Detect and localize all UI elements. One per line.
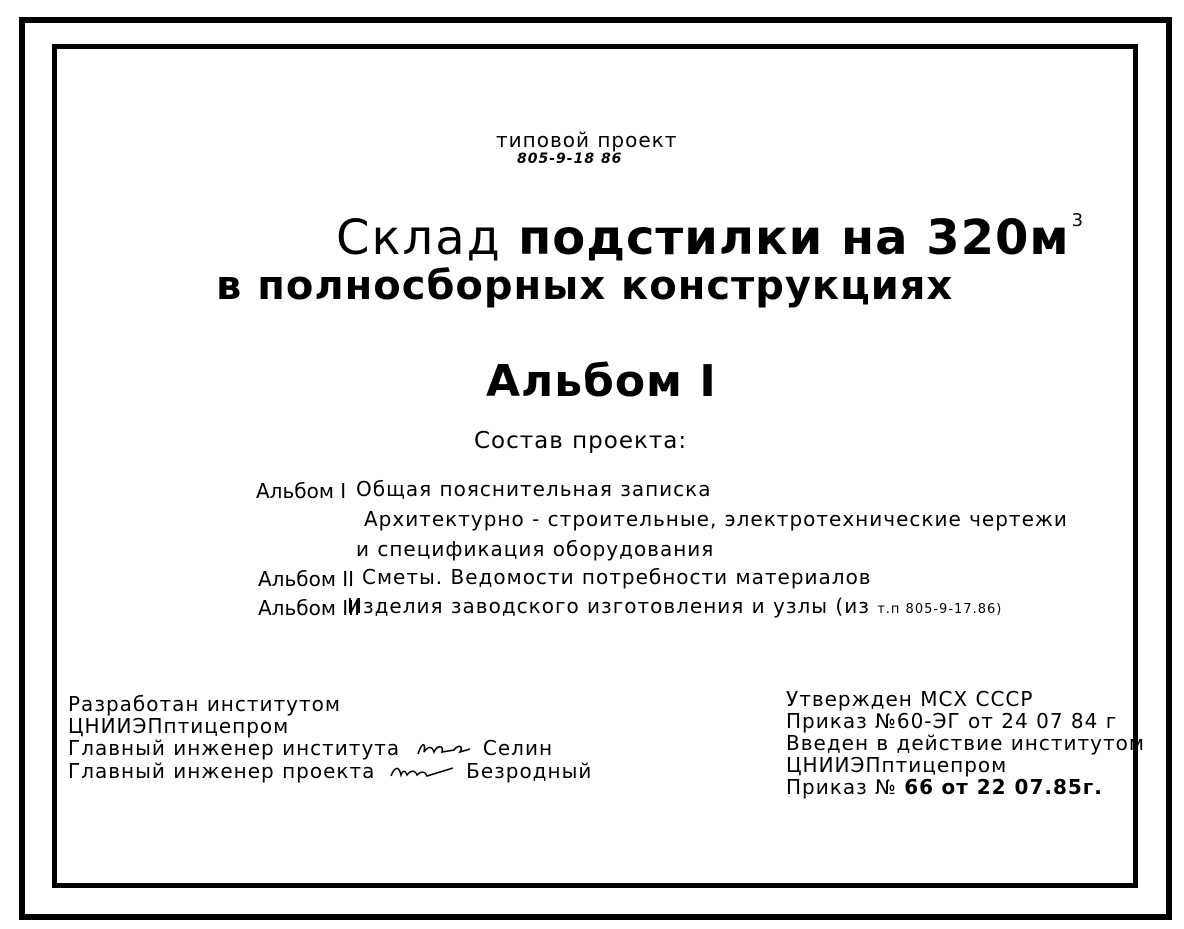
approval-order-2-number: 66 [904, 775, 935, 799]
album-1-label: Альбом I [256, 479, 347, 503]
album-title: Альбом I [486, 356, 717, 407]
composition-heading: Состав проекта: [474, 428, 688, 454]
chief-engineer-project-label: Главный инженер проекта [68, 758, 376, 783]
chief-engineer-institute-row [68, 737, 592, 760]
doc-type: типовой проект [496, 128, 678, 152]
approval-institute: ЦНИИЭПптицепром [786, 753, 1008, 777]
developer-block [68, 693, 592, 782]
album-1-line-3: и спецификация оборудования [356, 537, 715, 561]
approval-order-date: 24 07 84 г [1001, 709, 1118, 733]
approval-line-1: Утвержден МСХ СССР [786, 687, 1034, 711]
approval-block [786, 688, 1145, 798]
title-superscript: 3 [1071, 210, 1085, 231]
approval-order-2-row [786, 776, 1145, 798]
chief-engineer-project-name: Безродный [466, 758, 593, 783]
album-3-reference: т.п 805-9-17.86) [877, 602, 1003, 617]
chief-engineer-institute-label: Главный инженер института [68, 736, 401, 760]
approval-order-2-label: Приказ № [786, 775, 897, 799]
title-line-1 [336, 210, 1085, 266]
approval-line-3: Введен в действие институтом [786, 731, 1145, 755]
album-1-line-2: Архитектурно - строительные, электротехнические чертежи [364, 507, 1068, 531]
title-words-2: подстилки на 320м [518, 210, 1070, 266]
title-line-2: в полносборных конструкциях [216, 263, 954, 309]
approval-order-row [786, 710, 1145, 732]
doc-number: 805-9-18 86 [517, 151, 623, 167]
album-2-label: Альбом II [258, 567, 355, 591]
approval-order-2-date: от 22 07.85г. [941, 775, 1103, 799]
album-3-line [347, 596, 1002, 616]
signature-image [414, 740, 472, 760]
chief-engineer-institute-name: Селин [482, 736, 554, 760]
approval-order-label: Приказ №60-ЭГ от [786, 709, 994, 733]
album-3-label: Альбом III [258, 596, 360, 620]
developer-line-1: Разработан институтом [68, 692, 341, 716]
album-2-text: Сметы. Ведомости потребности материалов [362, 565, 872, 589]
album-1-line-1: Общая пояснительная записка [356, 477, 712, 501]
album-3-text: Изделия заводского изготовления и узлы (из [347, 594, 870, 618]
signature-image [389, 762, 455, 782]
chief-engineer-project-row [68, 760, 592, 783]
title-word-1: Склад [336, 210, 502, 266]
developer-institute: ЦНИИЭПптицепром [68, 714, 290, 738]
